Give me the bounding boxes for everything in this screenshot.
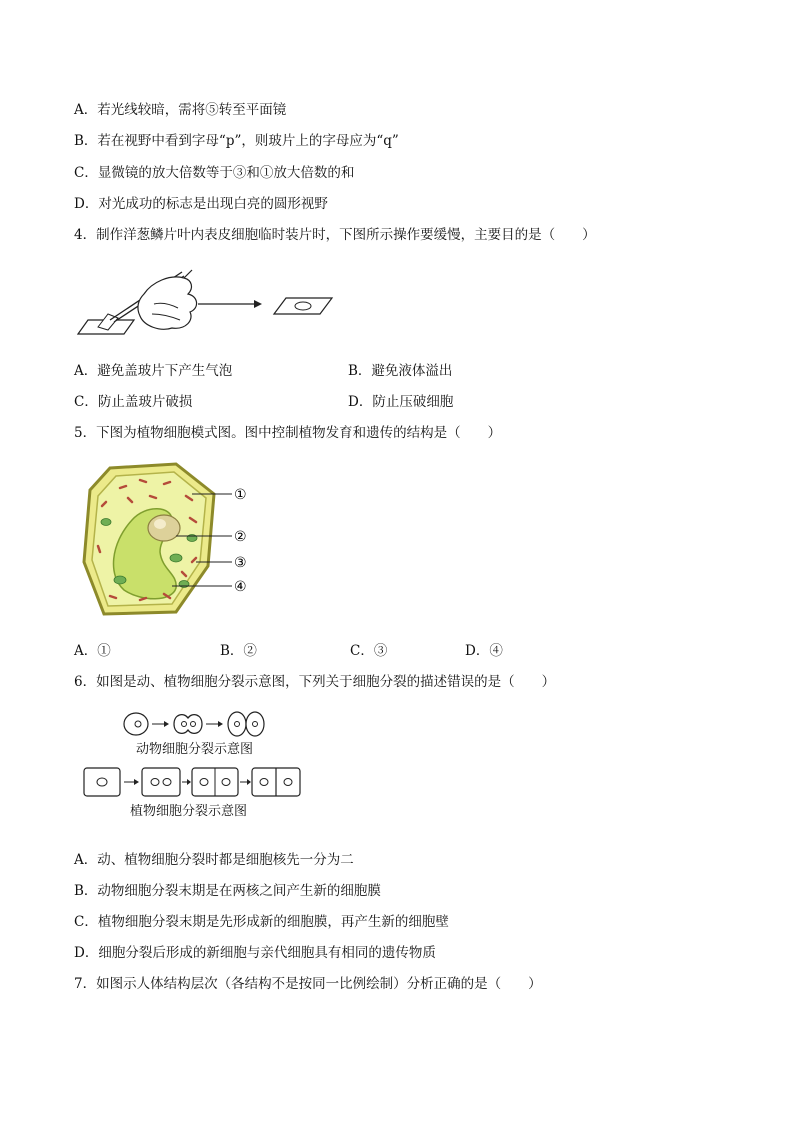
q3-option-c: C．显微镜的放大倍数等于③和①放大倍数的和 — [74, 165, 355, 181]
cell-label-1: ① — [234, 487, 247, 503]
q6-option-a: A．动、植物细胞分裂时都是细胞核先一分为二 — [74, 852, 354, 868]
q6-option-b: B．动物细胞分裂末期是在两核之间产生新的细胞膜 — [74, 883, 381, 899]
q6-stem: 6．如图是动、植物细胞分裂示意图，下列关于细胞分裂的描述错误的是（ ） — [74, 674, 556, 690]
cell-label-3: ③ — [234, 555, 247, 571]
q3-option-a: A．若光线较暗，需将⑤转至平面镜 — [74, 102, 287, 118]
q3-option-d: D．对光成功的标志是出现白亮的圆形视野 — [74, 196, 328, 212]
cell-label-2: ② — [234, 529, 247, 545]
q5-option-d: D．④ — [465, 643, 503, 659]
q3-option-b: B．若在视野中看到字母“p”，则玻片上的字母应为“q” — [74, 133, 399, 149]
animal-division-caption: 动物细胞分裂示意图 — [136, 742, 254, 757]
plant-cell-division-diagram — [80, 764, 310, 802]
q4-option-c: C．防止盖玻片破损 — [74, 394, 193, 410]
q4-option-d: D．防止压破细胞 — [348, 394, 454, 410]
coverslip-operation-figure — [74, 264, 344, 344]
plant-division-caption: 植物细胞分裂示意图 — [130, 804, 248, 819]
animal-cell-division-diagram — [120, 708, 280, 744]
q7-stem: 7．如图示人体结构层次（各结构不是按同一比例绘制）分析正确的是（ ） — [74, 976, 542, 992]
q5-option-c: C．③ — [350, 643, 388, 659]
q5-stem: 5．下图为植物细胞模式图。图中控制植物发育和遗传的结构是（ ） — [74, 425, 502, 441]
q5-option-a: A．① — [74, 643, 111, 659]
q4-option-b: B．避免液体溢出 — [348, 363, 453, 379]
q4-stem: 4．制作洋葱鳞片叶内表皮细胞临时装片时，下图所示操作要缓慢，主要目的是（ ） — [74, 227, 596, 243]
q6-option-c: C．植物细胞分裂末期是先形成新的细胞膜，再产生新的细胞壁 — [74, 914, 449, 930]
q4-option-a: A．避免盖玻片下产生气泡 — [74, 363, 233, 379]
q6-option-d: D．细胞分裂后形成的新细胞与亲代细胞具有相同的遗传物质 — [74, 945, 436, 961]
plant-cell-diagram — [80, 462, 260, 620]
cell-label-4: ④ — [234, 579, 247, 595]
q5-option-b: B．② — [220, 643, 257, 659]
